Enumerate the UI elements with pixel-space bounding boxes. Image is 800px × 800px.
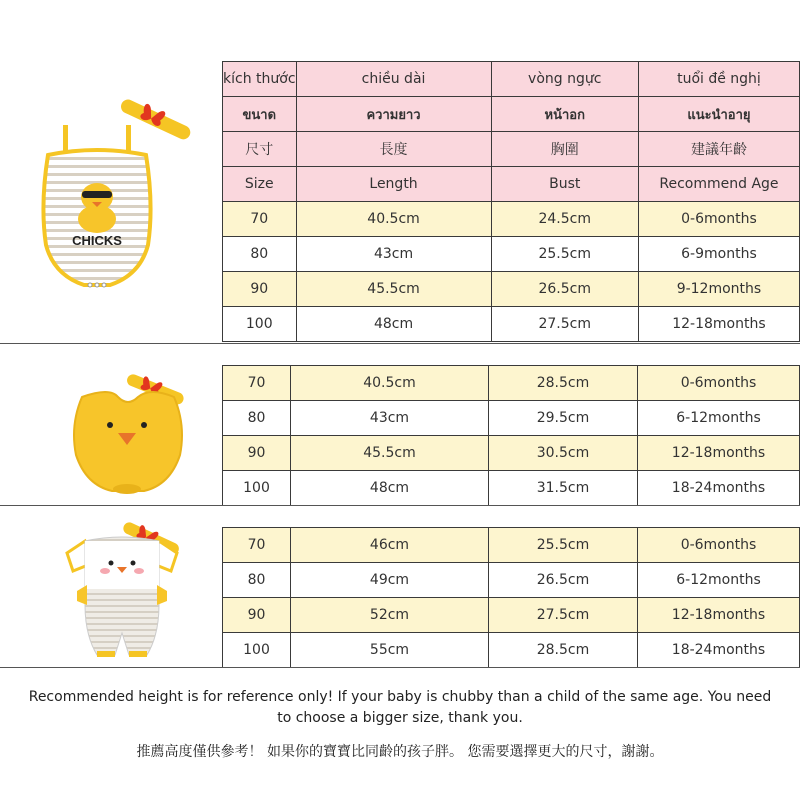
size-cell: 90: [223, 598, 291, 633]
length-cell: 48cm: [291, 471, 489, 506]
length-cell: 48cm: [296, 307, 491, 342]
section-divider: [0, 667, 800, 668]
bust-cell: 25.5cm: [491, 237, 638, 272]
header-cell: Length: [296, 167, 491, 202]
age-cell: 6-9months: [638, 237, 799, 272]
age-cell: 18-24months: [638, 633, 800, 668]
header-cell: ขนาด: [223, 97, 297, 132]
length-cell: 46cm: [291, 528, 489, 563]
chicks-print-text: CHICKS: [72, 233, 122, 248]
table-row: [223, 366, 800, 401]
size-cell: 80: [223, 563, 291, 598]
size-cell: 80: [223, 401, 291, 436]
bust-cell: 29.5cm: [489, 401, 638, 436]
bust-cell: 25.5cm: [489, 528, 638, 563]
table-row: [223, 401, 800, 436]
bust-cell: 31.5cm: [489, 471, 638, 506]
age-cell: 6-12months: [638, 563, 800, 598]
age-cell: 12-18months: [638, 307, 799, 342]
header-cell: vòng ngực: [491, 62, 638, 97]
bust-cell: 26.5cm: [491, 272, 638, 307]
reference-note-english: Recommended height is for reference only! If your baby is chubby than a child of the same age. You need to choose a bigger size, thank you.: [28, 689, 772, 726]
table-row: [223, 307, 800, 342]
table-row: [223, 237, 800, 272]
length-cell: 55cm: [291, 633, 489, 668]
header-cell: 長度: [296, 132, 491, 167]
header-row-chinese: [223, 132, 800, 167]
header-cell: kích thước: [223, 62, 297, 97]
length-cell: 43cm: [291, 401, 489, 436]
chick-face-romper-image: [55, 515, 205, 665]
size-cell: 90: [223, 272, 297, 307]
header-cell: Bust: [491, 167, 638, 202]
length-cell: 49cm: [291, 563, 489, 598]
size-cell: 70: [223, 528, 291, 563]
header-cell: 建議年齡: [638, 132, 799, 167]
header-row-vietnamese: [223, 62, 800, 97]
bust-cell: 28.5cm: [489, 633, 638, 668]
age-cell: 18-24months: [638, 471, 800, 506]
header-cell: ความยาว: [296, 97, 491, 132]
bust-cell: 27.5cm: [491, 307, 638, 342]
size-cell: 90: [223, 436, 291, 471]
length-cell: 40.5cm: [291, 366, 489, 401]
section-divider: [0, 343, 800, 344]
header-cell: Size: [223, 167, 297, 202]
header-cell: 胸圍: [491, 132, 638, 167]
table-row: [223, 471, 800, 506]
size-cell: 70: [223, 202, 297, 237]
table-row: [223, 633, 800, 668]
length-cell: 45.5cm: [296, 272, 491, 307]
size-cell: 100: [223, 307, 297, 342]
age-cell: 0-6months: [638, 528, 800, 563]
header-cell: 尺寸: [223, 132, 297, 167]
size-table-3: [222, 527, 800, 668]
table-row: [223, 528, 800, 563]
size-cell: 100: [223, 633, 291, 668]
bust-cell: 27.5cm: [489, 598, 638, 633]
header-cell: Recommend Age: [638, 167, 799, 202]
age-cell: 0-6months: [638, 366, 800, 401]
table-row: [223, 436, 800, 471]
table-row: [223, 202, 800, 237]
length-cell: 43cm: [296, 237, 491, 272]
bust-cell: 28.5cm: [489, 366, 638, 401]
header-row-english: [223, 167, 800, 202]
table-row: [223, 563, 800, 598]
size-table-1: [222, 61, 800, 342]
bust-cell: 26.5cm: [489, 563, 638, 598]
bust-cell: 30.5cm: [489, 436, 638, 471]
reference-note-chinese: 推薦高度僅供參考！ 如果你的寶寶比同齡的孩子胖。 您需要選擇更大的尺寸，謝謝。: [136, 744, 664, 760]
length-cell: 52cm: [291, 598, 489, 633]
table-row: [223, 598, 800, 633]
size-cell: 70: [223, 366, 291, 401]
length-cell: 45.5cm: [291, 436, 489, 471]
striped-chick-romper-image: [30, 85, 210, 310]
header-cell: แนะนำอายุ: [638, 97, 799, 132]
length-cell: 40.5cm: [296, 202, 491, 237]
bust-cell: 24.5cm: [491, 202, 638, 237]
header-row-thai: [223, 97, 800, 132]
header-cell: หน้าอก: [491, 97, 638, 132]
age-cell: 6-12months: [638, 401, 800, 436]
age-cell: 0-6months: [638, 202, 799, 237]
age-cell: 12-18months: [638, 436, 800, 471]
yellow-chick-romper-image: [60, 365, 200, 500]
size-cell: 100: [223, 471, 291, 506]
header-cell: chiều dài: [296, 62, 491, 97]
table-row: [223, 272, 800, 307]
age-cell: 9-12months: [638, 272, 799, 307]
size-table-2: [222, 365, 800, 506]
size-cell: 80: [223, 237, 297, 272]
section-divider: [0, 505, 800, 506]
age-cell: 12-18months: [638, 598, 800, 633]
header-cell: tuổi đề nghị: [638, 62, 799, 97]
